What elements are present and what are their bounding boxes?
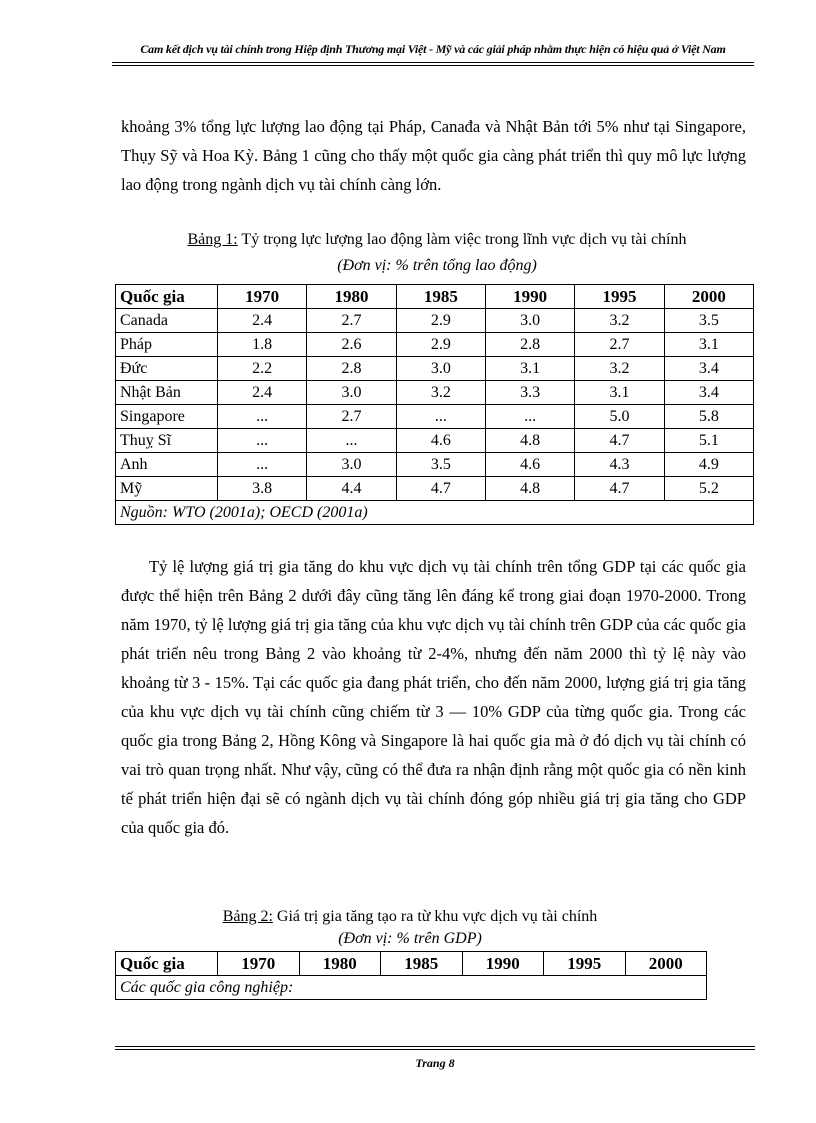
paragraph-1-text: khoảng 3% tổng lực lượng lao động tại Pháp, Canađa và Nhật Bản tới 5% như tại Singapore, Thụy Sỹ và Hoa Kỳ. Bảng 1 cũng cho thấy một quốc gia càng phát triển thì quy mô lực lượng lao động trong ngành dịch vụ tài chính càng lớn. xyxy=(121,117,746,194)
column-header: 1970 xyxy=(218,285,307,309)
value-cell: 3.2 xyxy=(575,309,664,333)
value-cell: 2.2 xyxy=(218,357,307,381)
value-cell: 3.0 xyxy=(307,453,396,477)
table1-unit: (Đơn vị: % trên tổng lao động) xyxy=(337,257,537,274)
value-cell: 3.2 xyxy=(575,357,664,381)
table-source: Nguồn: WTO (2001a); OECD (2001a) xyxy=(116,501,754,525)
value-cell: 4.8 xyxy=(485,477,574,501)
footer-rule-double xyxy=(115,1049,755,1050)
value-cell: ... xyxy=(218,453,307,477)
page-footer xyxy=(115,1046,755,1076)
country-cell: Mỹ xyxy=(116,477,218,501)
table-row xyxy=(116,477,754,501)
country-cell: Canada xyxy=(116,309,218,333)
column-header: 2000 xyxy=(664,285,753,309)
value-cell: 3.0 xyxy=(396,357,485,381)
paragraph-2 xyxy=(121,552,746,842)
source-row xyxy=(116,501,754,525)
table2-caption xyxy=(115,906,705,928)
table-row xyxy=(116,333,754,357)
group-row xyxy=(116,976,707,1000)
value-cell: 2.8 xyxy=(307,357,396,381)
value-cell: ... xyxy=(485,405,574,429)
column-header: 1985 xyxy=(396,285,485,309)
value-cell: ... xyxy=(218,429,307,453)
value-cell: ... xyxy=(307,429,396,453)
table-row xyxy=(116,405,754,429)
column-header: Quốc gia xyxy=(116,285,218,309)
value-cell: 4.8 xyxy=(485,429,574,453)
footer-rule xyxy=(115,1046,755,1047)
header-rule-double xyxy=(112,65,754,66)
column-header: 2000 xyxy=(625,952,707,976)
country-cell: Singapore xyxy=(116,405,218,429)
table-row xyxy=(116,309,754,333)
value-cell: 3.1 xyxy=(485,357,574,381)
value-cell: 4.6 xyxy=(396,429,485,453)
value-cell: 2.8 xyxy=(485,333,574,357)
value-cell: ... xyxy=(218,405,307,429)
column-header: Quốc gia xyxy=(116,952,218,976)
value-cell: 2.4 xyxy=(218,381,307,405)
value-cell: 3.1 xyxy=(664,333,753,357)
value-cell: 3.3 xyxy=(485,381,574,405)
table2-unit: (Đơn vị: % trên GDP) xyxy=(338,930,482,947)
value-cell: 4.6 xyxy=(485,453,574,477)
column-header: 1990 xyxy=(485,285,574,309)
value-cell: 1.8 xyxy=(218,333,307,357)
table-row xyxy=(116,429,754,453)
value-cell: 5.8 xyxy=(664,405,753,429)
table2-caption-text: Giá trị gia tăng tạo ra từ khu vực dịch vụ tài chính xyxy=(272,908,598,925)
value-cell: 5.1 xyxy=(664,429,753,453)
table-header-row xyxy=(116,285,754,309)
column-header: 1985 xyxy=(381,952,463,976)
value-cell: 4.3 xyxy=(575,453,664,477)
table-header-row xyxy=(116,952,707,976)
table-row xyxy=(116,381,754,405)
value-cell: 3.8 xyxy=(218,477,307,501)
column-header: 1980 xyxy=(307,285,396,309)
value-cell: 4.4 xyxy=(307,477,396,501)
header-rule xyxy=(112,62,754,63)
value-cell: 3.0 xyxy=(485,309,574,333)
paragraph-2-text: Tỷ lệ lượng giá trị gia tăng do khu vực dịch vụ tài chính trên tổng GDP tại các quốc gia được thể hiện trên Bảng 2 dưới đây cũng tăng lên đáng kể trong giai đoạn 1970-2000. Trong năm 1970, tỷ lệ lượng giá trị gia tăng của khu vực dịch vụ tài chính trên GDP của các quốc gia phát triển nêu trong Bảng 2 vào khoảng từ 2-4%, nhưng đến năm 2000 thì tỷ lệ này vào khoảng từ 3 - 15%. Tại các quốc gia đang phát triển, cho đến năm 2000, lượng giá trị gia tăng của khu vực dịch vụ tài chính cũng chiếm từ 3 — 10% GDP của từng quốc gia. Trong các quốc gia trong Bảng 2, Hồng Kông và Singapore là hai quốc gia mà ở đó dịch vụ tài chính có vai trò quan trọng nhất. Như vậy, cũng có thể đưa ra nhận định rằng một quốc gia có nền kinh tế phát triển hiện đại sẽ có ngành dịch vụ tài chính đóng góp nhiều giá trị gia tăng cho GDP của quốc gia đó. xyxy=(121,557,746,837)
column-header: 1980 xyxy=(299,952,381,976)
value-cell: 3.5 xyxy=(664,309,753,333)
value-cell: 2.7 xyxy=(307,405,396,429)
group-label: Các quốc gia công nghiệp: xyxy=(116,976,707,1000)
table1 xyxy=(115,284,754,525)
value-cell: 4.7 xyxy=(396,477,485,501)
column-header: 1970 xyxy=(218,952,300,976)
column-header: 1990 xyxy=(462,952,544,976)
page-number: Trang 8 xyxy=(415,1056,455,1070)
header-title: Cam kết dịch vụ tài chính trong Hiệp định Thương mại Việt - Mỹ và các giải pháp nhằm thực hiện có hiệu quả ở Việt Nam xyxy=(140,42,726,56)
country-cell: Anh xyxy=(116,453,218,477)
value-cell: 2.9 xyxy=(396,309,485,333)
table1-caption-text: Tỷ trọng lực lượng lao động làm việc trong lĩnh vực dịch vụ tài chính xyxy=(237,231,687,248)
country-cell: Thuỵ Sĩ xyxy=(116,429,218,453)
value-cell: 4.7 xyxy=(575,477,664,501)
table1-caption xyxy=(112,229,762,251)
value-cell: 5.2 xyxy=(664,477,753,501)
table2-caption-label: Bảng 2: xyxy=(222,908,273,925)
value-cell: 5.0 xyxy=(575,405,664,429)
value-cell: 2.7 xyxy=(307,309,396,333)
country-cell: Pháp xyxy=(116,333,218,357)
value-cell: 4.9 xyxy=(664,453,753,477)
value-cell: 3.2 xyxy=(396,381,485,405)
table-row xyxy=(116,357,754,381)
value-cell: 3.5 xyxy=(396,453,485,477)
country-cell: Đức xyxy=(116,357,218,381)
value-cell: 2.4 xyxy=(218,309,307,333)
country-cell: Nhật Bản xyxy=(116,381,218,405)
paragraph-1 xyxy=(121,112,746,199)
value-cell: 3.0 xyxy=(307,381,396,405)
page-header xyxy=(112,38,754,66)
table2 xyxy=(115,951,707,1000)
value-cell: 4.7 xyxy=(575,429,664,453)
value-cell: 2.7 xyxy=(575,333,664,357)
column-header: 1995 xyxy=(575,285,664,309)
value-cell: 3.1 xyxy=(575,381,664,405)
column-header: 1995 xyxy=(544,952,626,976)
value-cell: 2.6 xyxy=(307,333,396,357)
value-cell: ... xyxy=(396,405,485,429)
value-cell: 3.4 xyxy=(664,357,753,381)
table-row xyxy=(116,453,754,477)
table1-caption-label: Bảng 1: xyxy=(187,231,238,248)
value-cell: 2.9 xyxy=(396,333,485,357)
value-cell: 3.4 xyxy=(664,381,753,405)
